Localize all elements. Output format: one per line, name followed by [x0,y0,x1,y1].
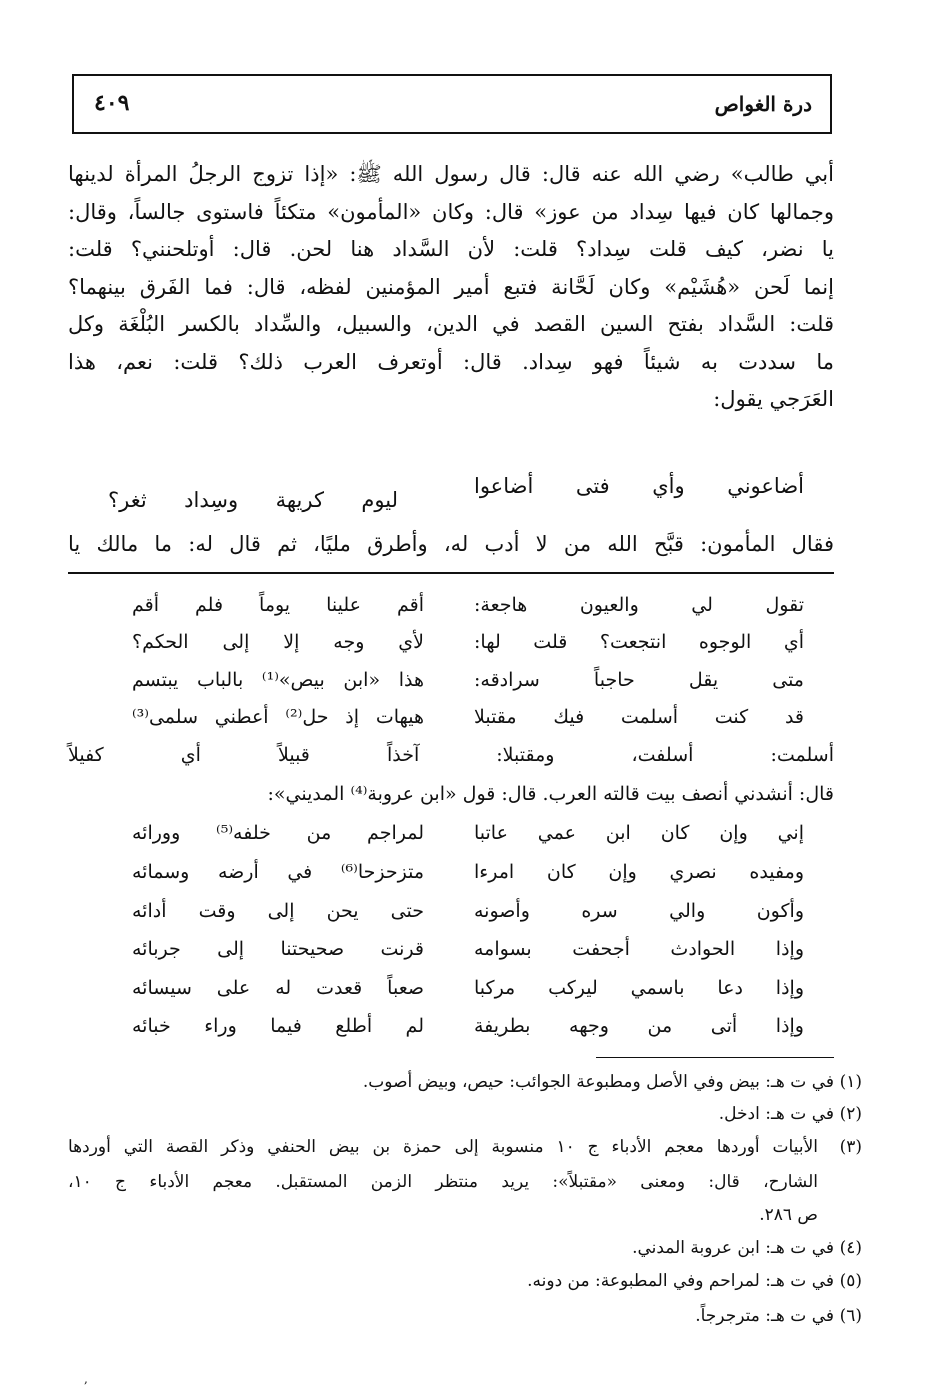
verse-row [68,594,834,628]
verse-second-hemistich: أقم علينا يوماً فلم أقم [132,594,424,616]
footnote-text: في ت هـ: ادخل. [718,1104,834,1124]
verse-row [68,631,834,665]
verse-first-hemistich: إني وإن كان ابن عمي عاتبا [474,822,804,844]
verse-second-hemistich: حتى يحن إلى وقت أدائه [132,900,424,922]
verse-row [68,861,834,895]
verse-second-hemistich: لمراجم من خلفه⁽⁵⁾ وورائه [132,822,424,844]
verse-row [68,900,834,934]
body-line: قلت: السَّداد بفتح السين القصد في الدين، والسبيل، والسِّداد بالكسر البُلْغَة وكل [68,312,834,336]
footnote-divider [596,1057,834,1058]
verse-first-hemistich: قد كنت أسلمت فيك مقتبلا [474,706,804,728]
verse-second-hemistich: صعباً قعدت له على سيسائه [132,977,424,999]
footnote-text: في ت هـ: مترجرجاً. [695,1306,834,1326]
commentary-line: قال: أنشدني أنصف بيت قالته العرب. قال: قول «ابن عروبة⁽⁴⁾ المديني»: [267,783,834,805]
verse-row [68,977,834,1011]
verse-first-hemistich: وإذا الحوادث أجحفت بسوامه [474,938,804,960]
running-header [72,74,832,134]
footnote-number: (٦) [839,1306,862,1326]
verse-second-hemistich: هيهات إذ حل⁽²⁾ أعطني سلمى⁽³⁾ [132,706,425,728]
footnote-text: الأبيات أوردها معجم الأدباء ج ١٠ منسوبة إلى حمزة بن بيض الحنفي وذكر القصة التي أوردها [68,1137,818,1157]
body-line: وجمالها كان فيها سِداد من عوز» قال: وكان «المأمون» متكئاً فاستوى جالساً، وقال: [68,199,834,224]
footnote-text: في ت هـ: ابن عروبة المدني. [632,1238,834,1258]
body-line: ما سددت به شيئاً فهو سِداد. قال: أوتعرف العرب ذلك؟ قلت: نعم، هذا [68,349,834,374]
verse-second-hemistich: لم أطلع فيما وراء خبائه [132,1015,424,1037]
verse-first-hemistich: تقول لي والعيون هاجعة: [474,594,804,616]
body-line: إنما لَحن «هُشَيْم» وكان لَحَّانة فتبع أمير المؤمنين لفظه، قال: فما الفَرق بينهما؟ [68,274,834,299]
verse-second-hemistich: لأي وجه إلا إلى الحكم؟ [132,631,424,653]
footnote-text: في ت هـ: بيض وفي الأصل ومطبوعة الجوائب: حيص، وبيض أصوب. [362,1072,834,1092]
verse-row [68,706,834,740]
verse-second-hemistich: قرنت صحيحتنا إلى جربائه [132,938,424,960]
page-number: ٤٠٩ [94,90,130,116]
body-line: أبي طالب» رضي الله عنه قال: قال رسول الله ﷺ: «إذا تزوج الرجلُ المرأة لدينها [68,162,834,186]
verse-first-hemistich: وأكون والي سره وأصونه [474,900,804,922]
body-paragraph [68,156,834,419]
footnote-number: (٤) [839,1238,862,1258]
verse-row [68,938,834,972]
verse-row [68,822,834,856]
verse-first-hemistich: ومفيده نصري وإن كان امرءا [474,861,804,883]
footnote-number: (٣) [839,1137,862,1157]
verse-second-hemistich: متزحزحا⁽⁶⁾ في أرضه وسمائه [132,861,424,883]
body-line: يا نضر، كيف قلت سِداد؟ قلت: لأن السَّداد هنا لحن. قال: أوتلحنني؟ قلت: [68,237,834,261]
continuation-line: فقال المأمون: قبَّح الله من لا أدب له، وأطرق مليًا، ثم قال له: ما مالك يا [68,532,834,556]
verse-first-hemistich: أي الوجوه انتجعت؟ قلت لها: [474,631,804,653]
footnote-text: في ت هـ: لمراحم وفي المطبوعة: من دونه. [527,1271,834,1291]
footnote-number: (١) [839,1072,862,1092]
verse-row [68,669,834,703]
commentary-line: أسلمت: أسلفت، ومقتبلا: آخذاً قبيلاً أي كفيلاً [68,744,834,766]
running-title: درة الغواص [714,92,812,116]
footnote-number: (٢) [839,1104,862,1124]
footnote-number: (٥) [839,1271,862,1291]
verse-first-hemistich: أضاعوني وأي فتى أضاعوا [474,474,804,498]
footnote-text: ص ٢٨٦. [759,1205,818,1225]
verse-first-hemistich: متى يقل حاجباً سرادقه: [474,669,804,691]
body-line: العَرَجي يقول: [713,387,834,411]
verse-second-hemistich: هذا «ابن بيص»⁽¹⁾ بالباب يبتسم [132,669,424,691]
footnote-text: الشارح، قال: ومعنى «مقتبلاً»: يريد منتظر الزمن المستقبل. معجم الأدباء ج ١٠، [68,1172,818,1192]
verse-second-hemistich: ليوم كريهة وسِداد ثغر؟ [108,488,398,512]
verse-row [68,1015,834,1049]
main-text-divider [68,572,834,574]
verse-first-hemistich: وإذا أتى من وجهه بطريفة [474,1015,804,1037]
verse-first-hemistich: وإذا دعا باسمي ليركب مركبا [474,977,804,999]
main-verse [68,474,834,514]
stray-print-mark: , [84,1372,88,1386]
